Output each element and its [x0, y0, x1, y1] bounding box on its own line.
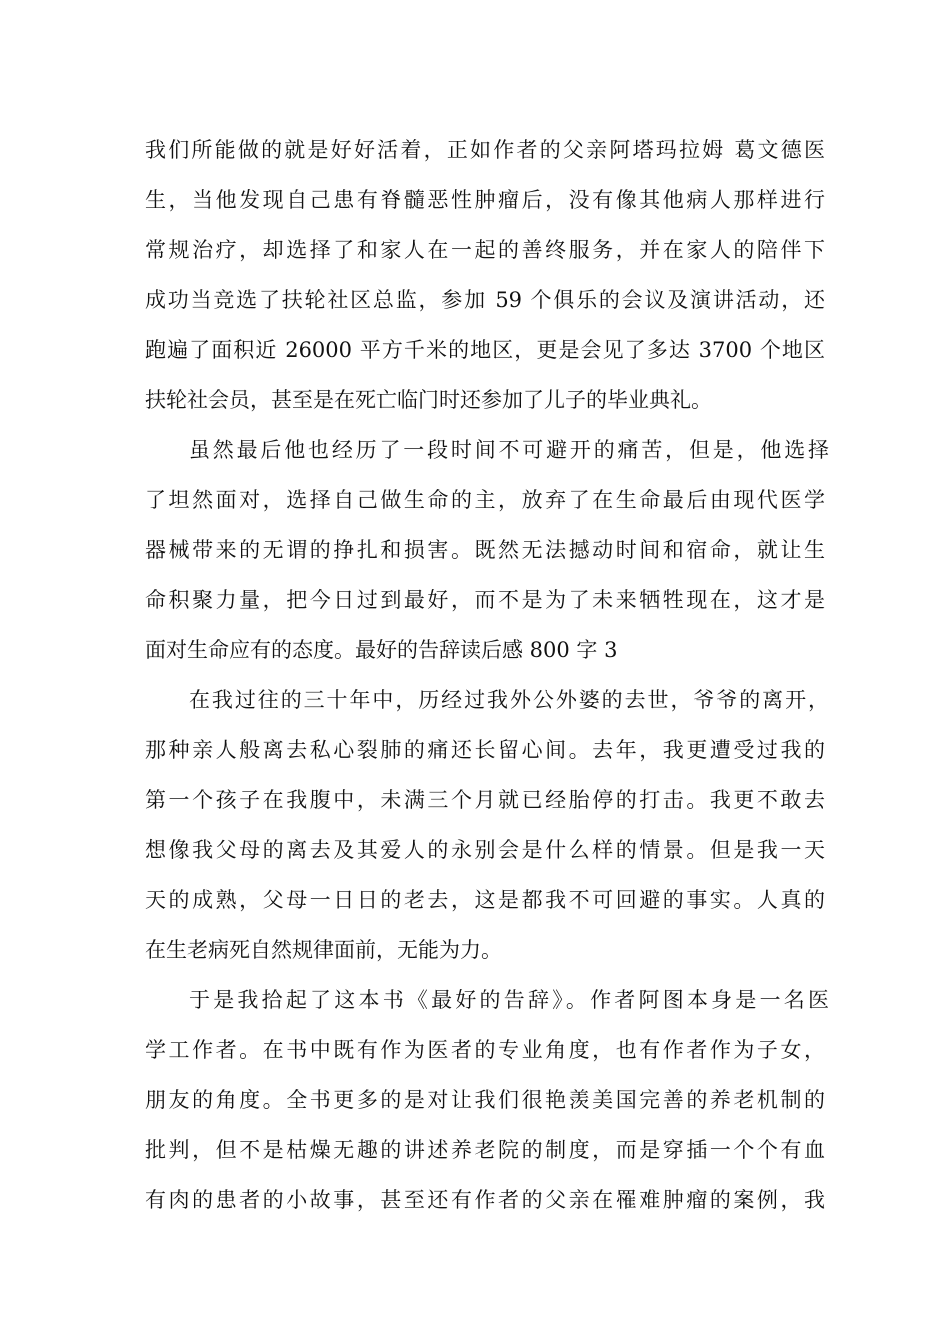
text-line: 常规治疗，却选择了和家人在一起的善终服务，并在家人的陪伴下 [145, 238, 825, 262]
text-line: 了坦然面对，选择自己做生命的主，放弃了在生命最后由现代医学 [145, 488, 825, 512]
text-line: 扶轮社会员，甚至是在死亡临门时还参加了儿子的毕业典礼。 [145, 388, 712, 412]
text-line: 跑遍了面积近 26000 平方千米的地区，更是会见了多达 3700 个地区 [145, 338, 825, 362]
text-line: 第一个孩子在我腹中，未满三个月就已经胎停的打击。我更不敢去 [145, 788, 825, 812]
text-line: 于是我拾起了这本书《最好的告辞》。作者阿图本身是一名医 [189, 988, 829, 1012]
text-line: 虽然最后他也经历了一段时间不可避开的痛苦，但是，他选择 [189, 438, 829, 462]
text-line: 我们所能做的就是好好活着，正如作者的父亲阿塔玛拉姆 葛文德医 [145, 138, 825, 162]
text-line: 在我过往的三十年中，历经过我外公外婆的去世，爷爷的离开， [189, 688, 829, 712]
text-line: 成功当竞选了扶轮社区总监，参加 59 个俱乐的会议及演讲活动，还 [145, 288, 825, 312]
text-line: 想像我父母的离去及其爱人的永别会是什么样的情景。但是我一天 [145, 838, 825, 862]
text-line: 朋友的角度。全书更多的是对让我们很艳羡美国完善的养老机制的 [145, 1088, 825, 1112]
text-line: 天的成熟，父母一日日的老去，这是都我不可回避的事实。人真的 [145, 888, 825, 912]
text-line: 命积聚力量，把今日过到最好，而不是为了未来牺牲现在，这才是 [145, 588, 825, 612]
text-line: 那种亲人般离去私心裂肺的痛还长留心间。去年，我更遭受过我的 [145, 738, 825, 762]
text-line: 面对生命应有的态度。最好的告辞读后感 800 字 3 [145, 638, 618, 662]
text-line: 批判，但不是枯燥无趣的讲述养老院的制度，而是穿插一个个有血 [145, 1138, 825, 1162]
text-line: 在生老病死自然规律面前，无能为力。 [145, 938, 502, 962]
text-line: 生，当他发现自己患有脊髓恶性肿瘤后，没有像其他病人那样进行 [145, 188, 825, 212]
text-line: 有肉的患者的小故事，甚至还有作者的父亲在罹难肿瘤的案例，我 [145, 1188, 825, 1212]
text-line: 器械带来的无谓的挣扎和损害。既然无法撼动时间和宿命，就让生 [145, 538, 825, 562]
text-line: 学工作者。在书中既有作为医者的专业角度，也有作者作为子女， [145, 1038, 825, 1062]
